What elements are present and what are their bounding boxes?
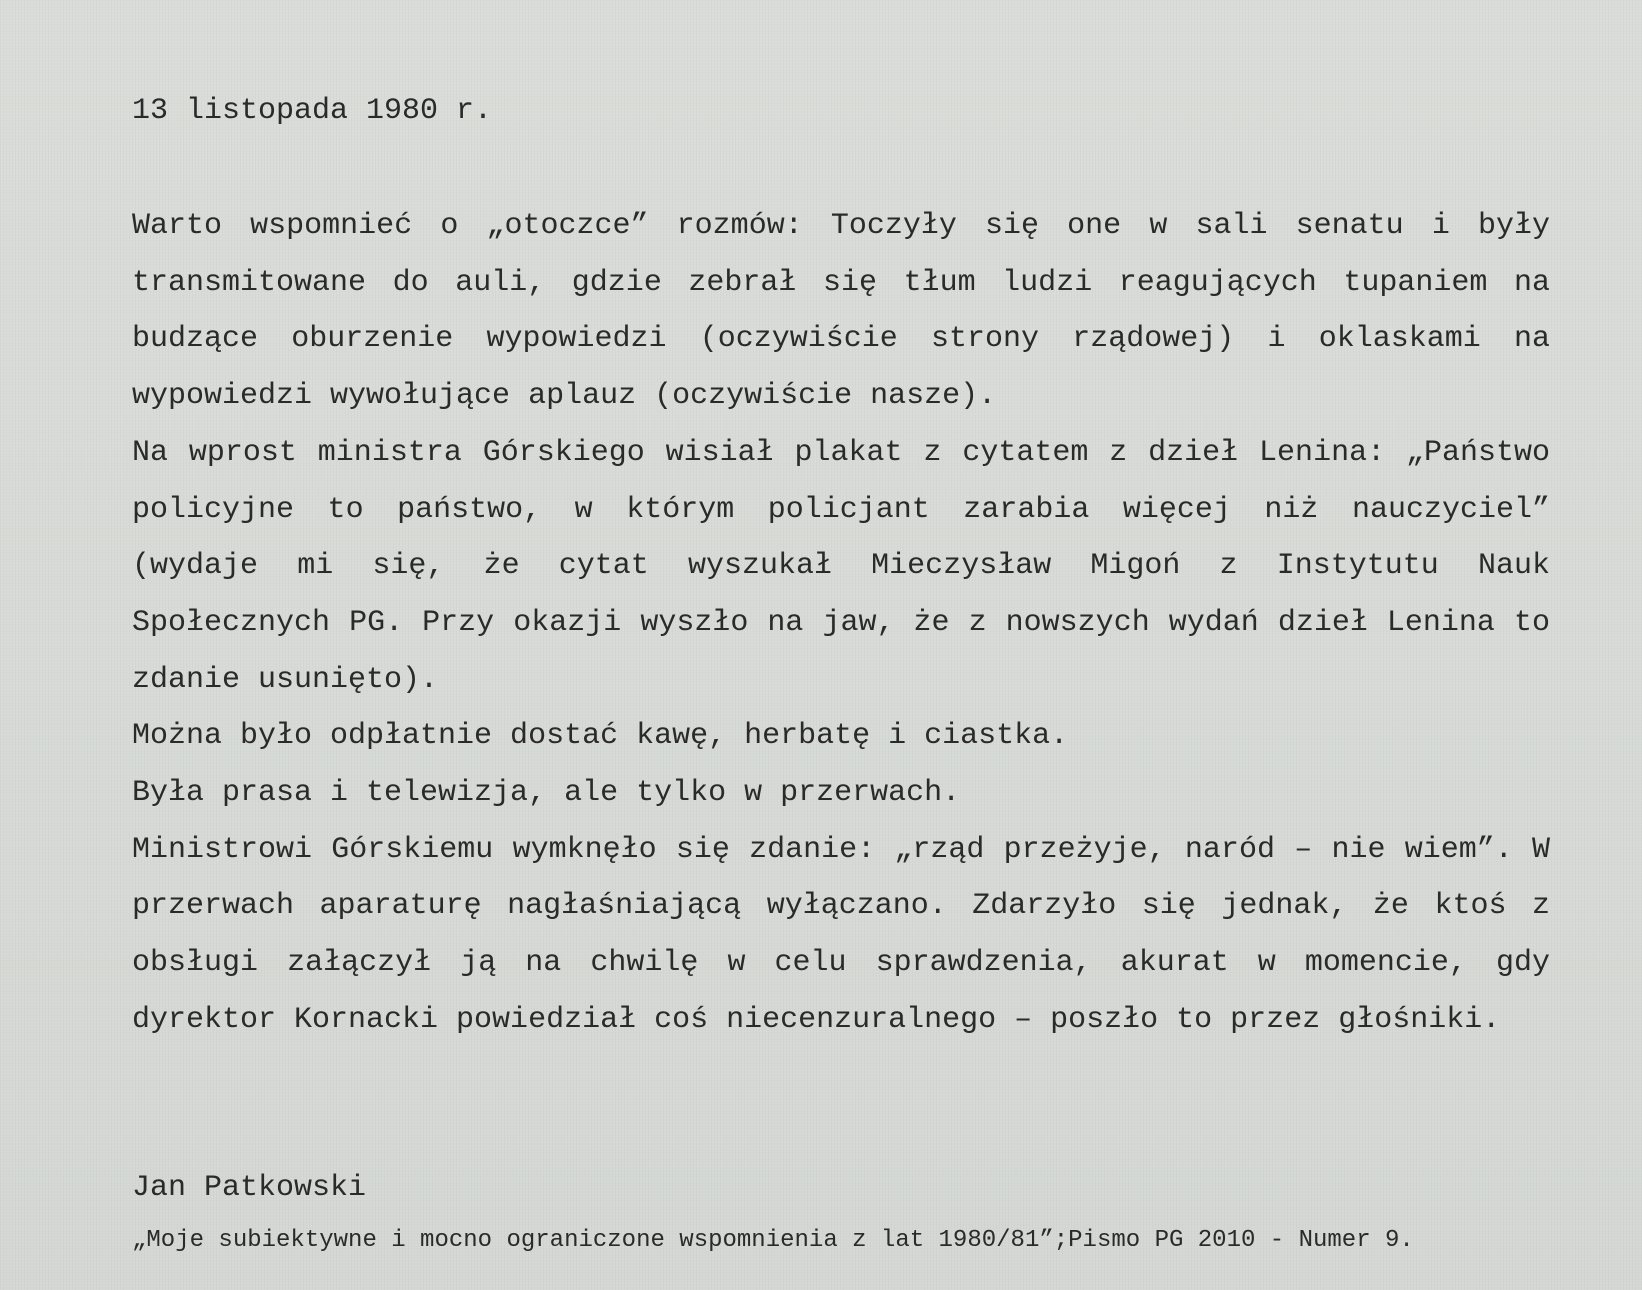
document-body xyxy=(132,198,1550,1049)
paragraph-press: Była prasa i telewizja, ale tylko w przerwach. xyxy=(132,776,961,811)
document-source-citation: „Moje subiektywne i mocno ograniczone wspomnienia z lat 1980/81”;Pismo PG 2010 - Numer 9. xyxy=(132,1227,1414,1254)
document-author: Jan Patkowski xyxy=(132,1171,367,1205)
paragraph-refreshments: Można było odpłatnie dostać kawę, herbatę i ciastka. xyxy=(132,719,1069,754)
paragraph-minister-quote: Ministrowi Górskiemu wymknęło się zdanie: „rząd przeżyje, naród – nie wiem”. W przerwach aparaturę nagłaśniającą wyłączano. Zdarzyło się jednak, że ktoś z obsługi załączył ją na chwilę w celu sprawdzenia, akurat w momencie, gdy dyrektor Kornacki powiedział coś niecenzuralnego – poszło to przez głośniki. xyxy=(132,832,1550,1037)
paragraph-broadcast: Warto wspomnieć o „otoczce” rozmów: Toczyły się one w sali senatu i były transmitowane do auli, gdzie zebrał się tłum ludzi reagujących tupaniem na budzące oburzenie wypowiedzi (oczywiście strony rządowej) i oklaskami na wypowiedzi wywołujące aplauz (oczywiście nasze). xyxy=(132,209,1550,414)
document-date: 13 listopada 1980 r. xyxy=(132,94,493,128)
paragraph-lenin-poster: Na wprost ministra Górskiego wisiał plakat z cytatem z dzieł Lenina: „Państwo policyjne to państwo, w którym policjant zarabia więcej niż nauczyciel” (wydaje mi się, że cytat wyszukał Mieczysław Migoń z Instytutu Nauk Społecznych PG. Przy okazji wyszło na jaw, że z nowszych wydań dzieł Lenina to zdanie usunięto). xyxy=(132,435,1550,697)
